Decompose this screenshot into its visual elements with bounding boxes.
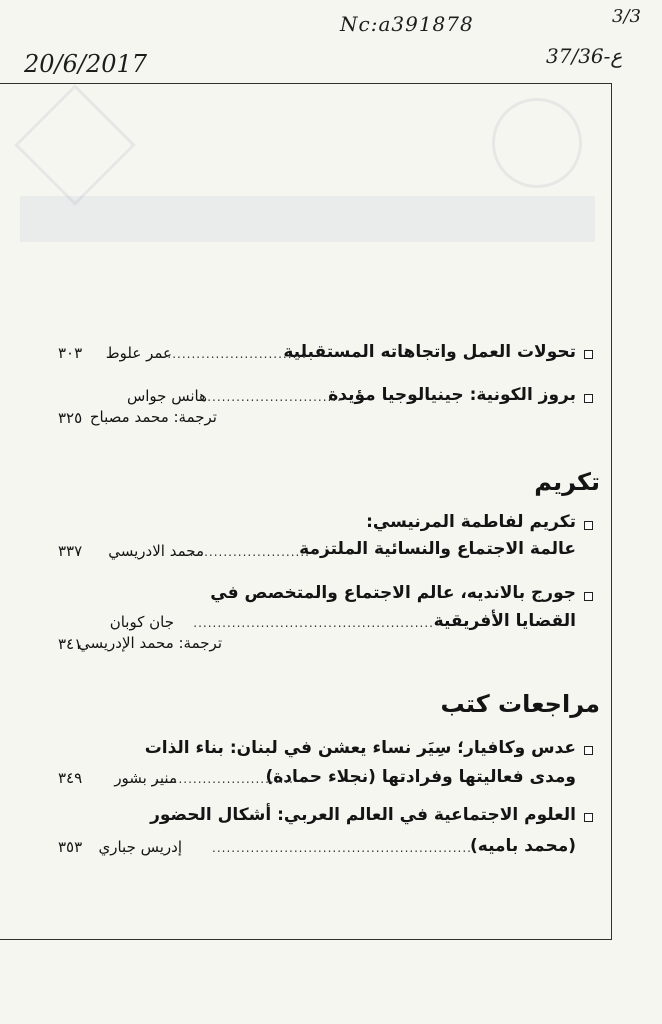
leader-dots: ...................................................... [212, 841, 472, 855]
entry-title: تحولات العمل واتجاهاته المستقبلية [283, 342, 576, 362]
entry-title-line2: القضايا الأفريقية [433, 611, 576, 631]
entry-page-number: ٣٢٥ [58, 409, 83, 427]
leader-dots: ............................. [154, 772, 294, 786]
leader-dots: .............................. [197, 390, 342, 404]
entry-translator: ترجمة: محمد مصباح [89, 408, 217, 426]
entry-page-number: ٣٣٧ [58, 542, 83, 560]
handwritten-number: 37/36-ع [546, 44, 623, 68]
entry-translator: ترجمة: محمد الإدريسي [78, 634, 222, 652]
handwritten-catalog-code: Nc:a391878 [340, 12, 474, 36]
entry-title-line2: (محمد باميه) [470, 836, 576, 856]
entry-title: تكريم لفاطمة المرنيسي: [366, 512, 576, 532]
leader-dots: .............................. [162, 347, 307, 361]
entry-author: منير بشور [114, 769, 177, 787]
entry-page-number: ٣٠٣ [58, 344, 83, 362]
leader-dots: .................................................. [193, 616, 434, 630]
section-heading-book-reviews: مراجعات كتب [440, 690, 600, 718]
entry-bullet [584, 521, 593, 530]
entry-author: جان كوبان [109, 613, 174, 631]
entry-bullet [584, 746, 593, 755]
entry-bullet [584, 592, 593, 601]
entry-title: العلوم الاجتماعية في العالم العربي: أشكال الحضور [150, 805, 576, 825]
entry-bullet [584, 394, 593, 403]
entry-title: بروز الكونية: جينيالوجيا مؤيدة [328, 385, 576, 405]
entry-author: محمد الادريسي [108, 542, 204, 560]
section-heading-honor: تكريم [534, 468, 600, 496]
entry-bullet [584, 350, 593, 359]
entry-bullet [584, 813, 593, 822]
entry-page-number: ٣٥٣ [58, 838, 83, 856]
entry-author: هانس جواس [126, 387, 207, 405]
entry-page-number: ٣٤٩ [58, 769, 83, 787]
entry-page-number: ٣٤١ [58, 635, 83, 653]
entry-title-line2: ومدى فعاليتها وفرادتها (نجلاء حمادة) [265, 767, 576, 787]
entry-author: إدريس جباري [98, 838, 182, 856]
entry-title: عدس وكافيار؛ سِيَر نساء يعشن في لبنان: بناء الذات [144, 738, 576, 758]
handwritten-date: 20/6/2017 [24, 50, 148, 78]
handwritten-page-ref: 3/3 [612, 6, 641, 27]
entry-author: عمر علوط [105, 344, 172, 362]
entry-title-line2: عالمة الاجتماع والنسائية الملتزمة [299, 539, 576, 559]
leader-dots: .......................... [184, 545, 310, 559]
entry-title: جورج بالانديه، عالم الاجتماع والمتخصص في [210, 583, 576, 603]
